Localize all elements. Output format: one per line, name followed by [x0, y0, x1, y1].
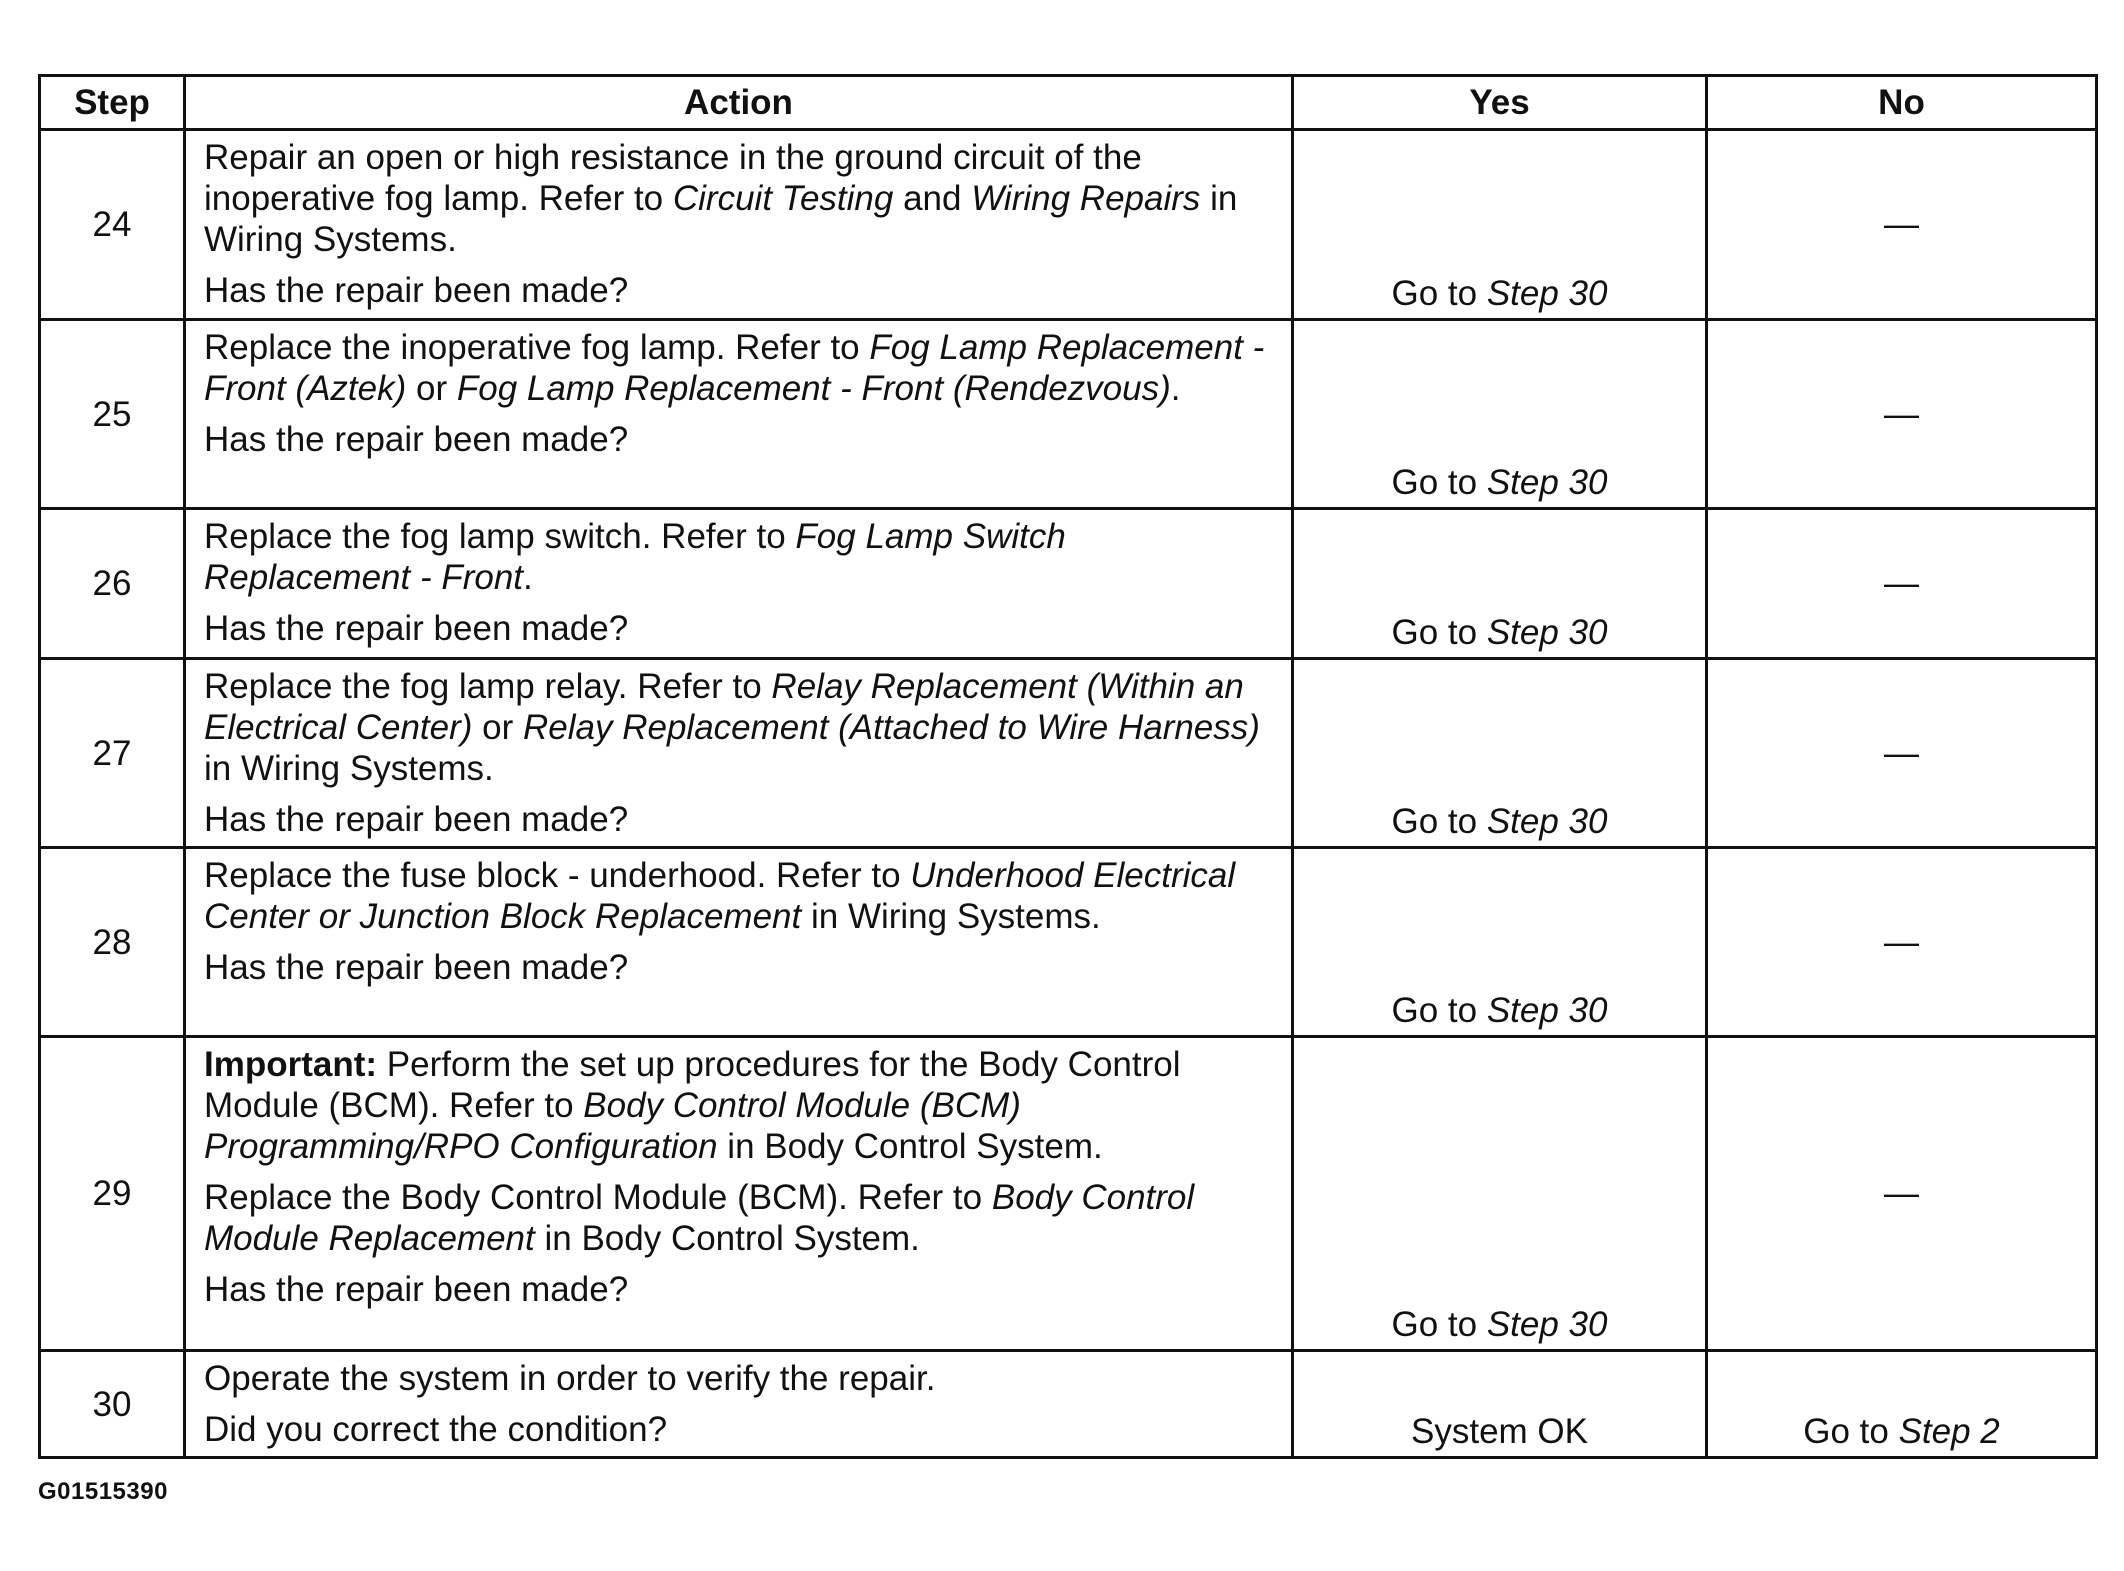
yes-result	[1293, 509, 1707, 659]
step-number: 29	[40, 1037, 185, 1351]
action-cell	[185, 848, 1293, 1037]
action-cell	[185, 1351, 1293, 1458]
step-number: 28	[40, 848, 185, 1037]
text-run: Has the repair been made?	[204, 271, 629, 310]
action-paragraph	[204, 1409, 1275, 1450]
step-number: 30	[40, 1351, 185, 1458]
action-paragraph	[204, 137, 1275, 260]
no-result	[1707, 848, 2097, 1037]
text-run: Go to	[1391, 613, 1487, 652]
no-result	[1707, 659, 2097, 848]
text-run: Go to	[1391, 991, 1487, 1030]
table-row	[40, 1351, 2097, 1458]
action-cell	[185, 130, 1293, 320]
reference-text: Body Control Module Replacement	[204, 1178, 1195, 1258]
action-paragraph	[204, 270, 1275, 311]
text-run: Go to	[1391, 1305, 1487, 1344]
text-run: —	[1884, 1174, 1919, 1213]
emphasis-text: Important:	[204, 1045, 378, 1084]
table-row	[40, 509, 2097, 659]
text-run: and	[893, 179, 972, 218]
reference-text: Wiring Repairs	[971, 179, 1201, 218]
reference-text: Relay Replacement (Attached to Wire Harness)	[523, 708, 1260, 747]
text-run: .	[523, 558, 533, 597]
action-paragraph	[204, 1177, 1275, 1259]
no-result	[1707, 320, 2097, 509]
reference-text: Relay Replacement (Within an Electrical Center)	[204, 667, 1244, 747]
table-row	[40, 659, 2097, 848]
action-paragraph	[204, 1358, 1275, 1399]
text-run: .	[1170, 369, 1181, 408]
action-cell	[185, 320, 1293, 509]
action-paragraph	[204, 327, 1275, 409]
text-run: Go to	[1391, 802, 1487, 841]
figure-id: G01515390	[38, 1478, 168, 1505]
text-run: in Wiring Systems.	[204, 749, 494, 788]
action-paragraph	[204, 608, 1275, 649]
action-paragraph	[204, 947, 1275, 988]
header-action: Action	[185, 76, 1293, 130]
no-result	[1707, 1351, 2097, 1458]
header-yes: Yes	[1293, 76, 1707, 130]
reference-text: Fog Lamp Switch Replacement - Front	[204, 517, 1066, 597]
text-run: Replace the fog lamp relay. Refer to	[204, 667, 772, 706]
text-run: or	[406, 369, 457, 408]
reference-text: Fog Lamp Replacement - Front (Rendezvous)	[456, 369, 1171, 408]
text-run: in Wiring Systems.	[204, 179, 1238, 259]
reference-text: Step 30	[1486, 613, 1608, 652]
text-run: —	[1884, 564, 1919, 603]
reference-text: Body Control Module (BCM) Programming/RPO Configuration	[204, 1086, 1021, 1166]
reference-text: Fog Lamp Replacement - Front (Aztek)	[204, 328, 1265, 408]
text-run: Has the repair been made?	[204, 1270, 629, 1309]
text-run: Operate the system in order to verify the repair.	[204, 1359, 936, 1398]
table-row	[40, 130, 2097, 320]
diagnostic-table-container	[38, 74, 2095, 1459]
no-result	[1707, 509, 2097, 659]
text-run: Replace the Body Control Module (BCM). Refer to	[204, 1178, 992, 1217]
table-row	[40, 1037, 2097, 1351]
step-number: 26	[40, 509, 185, 659]
table-row	[40, 320, 2097, 509]
text-run: in Body Control System.	[534, 1219, 920, 1258]
text-run: —	[1884, 394, 1919, 434]
text-run: Did you correct the condition?	[204, 1410, 668, 1449]
diagnostic-table	[38, 74, 2098, 1459]
reference-text: Step 30	[1486, 991, 1608, 1030]
reference-text: Step 2	[1898, 1412, 2000, 1451]
action-paragraph	[204, 855, 1275, 937]
text-run: —	[1884, 205, 1919, 244]
header-step: Step	[40, 76, 185, 130]
no-result	[1707, 1037, 2097, 1351]
action-cell	[185, 1037, 1293, 1351]
text-run: Replace the fog lamp switch. Refer to	[204, 517, 796, 556]
text-run: or	[472, 708, 523, 747]
text-run: System OK	[1411, 1412, 1588, 1451]
text-run: Has the repair been made?	[204, 948, 629, 987]
action-cell	[185, 659, 1293, 848]
action-paragraph	[204, 799, 1275, 840]
text-run: Replace the fuse block - underhood. Refer to	[204, 856, 911, 895]
yes-result	[1293, 1351, 1707, 1458]
text-run: Perform the set up procedures for the Body Control Module (BCM). Refer to	[204, 1045, 1181, 1125]
action-paragraph	[204, 516, 1275, 598]
reference-text: Underhood Electrical Center or Junction Block Replacement	[204, 856, 1236, 936]
reference-text: Step 30	[1486, 1305, 1608, 1344]
step-number: 24	[40, 130, 185, 320]
action-paragraph	[204, 1044, 1275, 1167]
yes-result	[1293, 1037, 1707, 1351]
text-run: Go to	[1803, 1412, 1899, 1451]
no-result	[1707, 130, 2097, 320]
action-cell	[185, 509, 1293, 659]
reference-text: Circuit Testing	[672, 179, 894, 218]
reference-text: Step 30	[1486, 802, 1608, 841]
table-body	[40, 130, 2097, 1458]
step-number: 25	[40, 320, 185, 509]
yes-result	[1293, 130, 1707, 320]
text-run: Go to	[1391, 463, 1487, 502]
header-no: No	[1707, 76, 2097, 130]
reference-text: Step 30	[1486, 274, 1608, 313]
yes-result	[1293, 848, 1707, 1037]
yes-result	[1293, 659, 1707, 848]
text-run: —	[1884, 733, 1919, 773]
action-paragraph	[204, 666, 1275, 789]
text-run: —	[1884, 922, 1919, 962]
text-run: Replace the inoperative fog lamp. Refer to	[204, 328, 870, 367]
text-run: Repair an open or high resistance in the ground circuit of the inoperative fog lamp. Refer to	[204, 138, 1142, 218]
text-run: Go to	[1391, 274, 1487, 313]
step-number: 27	[40, 659, 185, 848]
text-run: in Wiring Systems.	[801, 897, 1101, 936]
yes-result	[1293, 320, 1707, 509]
text-run: in Body Control System.	[717, 1127, 1103, 1166]
action-paragraph	[204, 1269, 1275, 1310]
text-run: Has the repair been made?	[204, 420, 629, 459]
table-header-row	[40, 76, 2097, 130]
reference-text: Step 30	[1486, 463, 1608, 502]
text-run: Has the repair been made?	[204, 800, 629, 839]
table-row	[40, 848, 2097, 1037]
text-run: Has the repair been made?	[204, 609, 629, 648]
action-paragraph	[204, 419, 1275, 460]
